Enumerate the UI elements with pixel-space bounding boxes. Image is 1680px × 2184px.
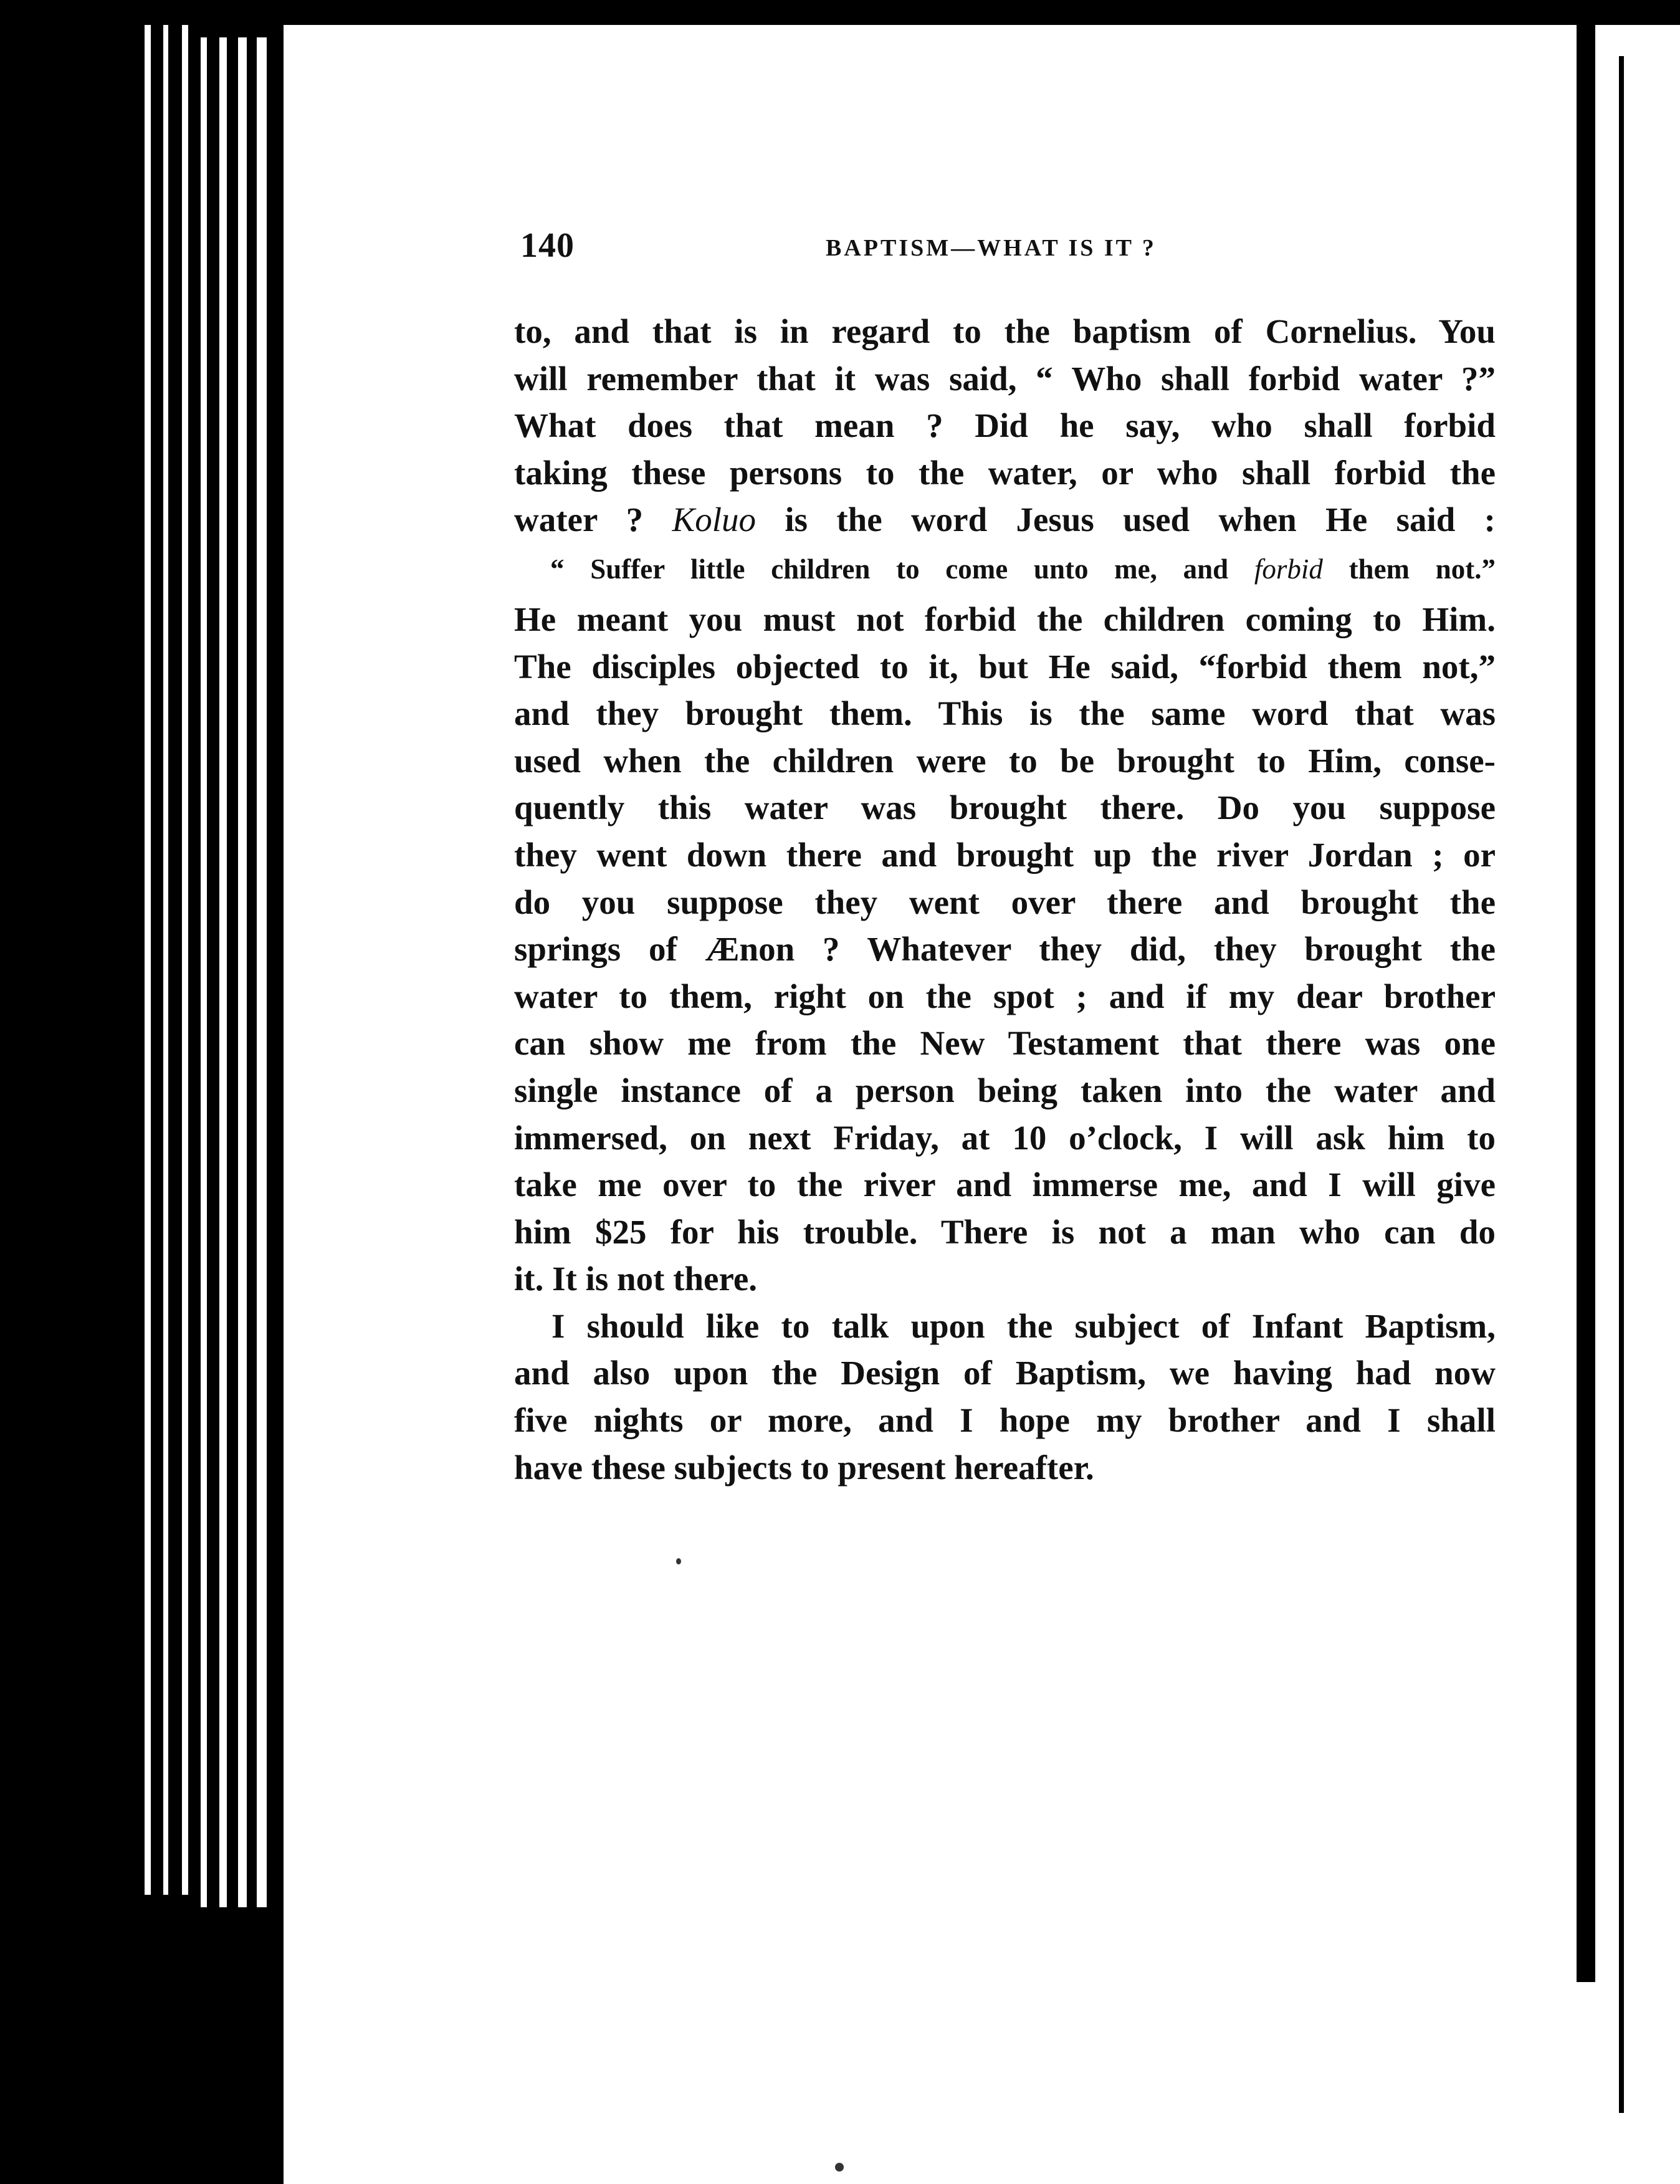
text-line: quently this water was brought there. Do you suppose <box>514 788 1496 827</box>
page-edge-line <box>219 37 227 1907</box>
text-line: immersed, on next Friday, at 10 o’clock, I will ask him to <box>514 1118 1496 1157</box>
text-line: they went down there and brought up the river Jordan ; or <box>514 835 1496 874</box>
page-edge-line <box>201 37 207 1907</box>
page-gutter-shadow <box>1577 25 1595 1982</box>
text-line: will remember that it was said, “ Who shall forbid water ?” <box>514 359 1496 398</box>
page-header <box>520 226 1502 269</box>
text-segment: is the word Jesus used when He said : <box>785 501 1496 539</box>
next-page-edge-line <box>1619 56 1624 2113</box>
text-segment: water ? <box>514 501 644 539</box>
text-line: and also upon the Design of Baptism, we having had now <box>514 1354 1496 1392</box>
text-line: it. It is not there. <box>514 1260 758 1298</box>
text-line: springs of Ænon ? Whatever they did, they brought the <box>514 930 1496 969</box>
text-line: taking these persons to the water, or who shall forbid the <box>514 453 1496 492</box>
scan-speck <box>676 1558 681 1564</box>
text-line <box>514 496 1496 544</box>
text-line: do you suppose they went over there and brought the <box>514 883 1496 921</box>
text-line: take me over to the river and immerse me, and I will give <box>514 1166 1496 1204</box>
text-line: water to them, right on the spot ; and if my dear brother <box>514 977 1496 1015</box>
text-line: and they brought them. This is the same word that was <box>514 694 1496 733</box>
book-page-edges <box>0 0 284 2184</box>
text-line: him $25 for his trouble. There is not a man who can do <box>514 1212 1496 1251</box>
block-quote <box>514 544 1496 596</box>
text-line: have these subjects to present hereafter. <box>514 1448 1094 1487</box>
running-head: BAPTISM—WHAT IS IT ? <box>826 235 1157 261</box>
quote-segment: “ Suffer little children to come unto me, and <box>550 553 1229 585</box>
page-edge-line <box>257 37 267 1907</box>
text-line: He meant you must not forbid the children coming to Him. <box>514 600 1496 638</box>
quote-emphasis: forbid <box>1254 553 1323 585</box>
page-number: 140 <box>520 226 575 265</box>
text-line: used when the children were to be brought to Him, conse- <box>514 741 1496 780</box>
scan-bottom-shadow <box>0 2119 284 2184</box>
text-line: to, and that is in regard to the baptism of Cornelius. You <box>514 312 1496 350</box>
text-line: five nights or more, and I hope my brother and I shall <box>514 1401 1496 1440</box>
text-line: I should like to talk upon the subject of Infant Baptism, <box>551 1306 1496 1345</box>
text-line: can show me from the New Testament that there was one <box>514 1024 1496 1063</box>
body-text <box>514 308 1496 1491</box>
text-line: single instance of a person being taken into the water and <box>514 1071 1496 1109</box>
next-page-edge <box>1595 56 1680 2184</box>
text-line: What does that mean ? Did he say, who shall forbid <box>514 406 1496 445</box>
scan-speck <box>835 2163 844 2172</box>
text-line: The disciples objected to it, but He said, “forbid them not,” <box>514 647 1496 686</box>
greek-word: Koluo <box>672 501 756 539</box>
page-edge-line <box>238 37 247 1907</box>
page-edge-line <box>163 25 168 1895</box>
quote-segment: them not.” <box>1348 553 1496 585</box>
page-edge-line <box>145 25 151 1895</box>
page-edge-line <box>182 25 188 1895</box>
